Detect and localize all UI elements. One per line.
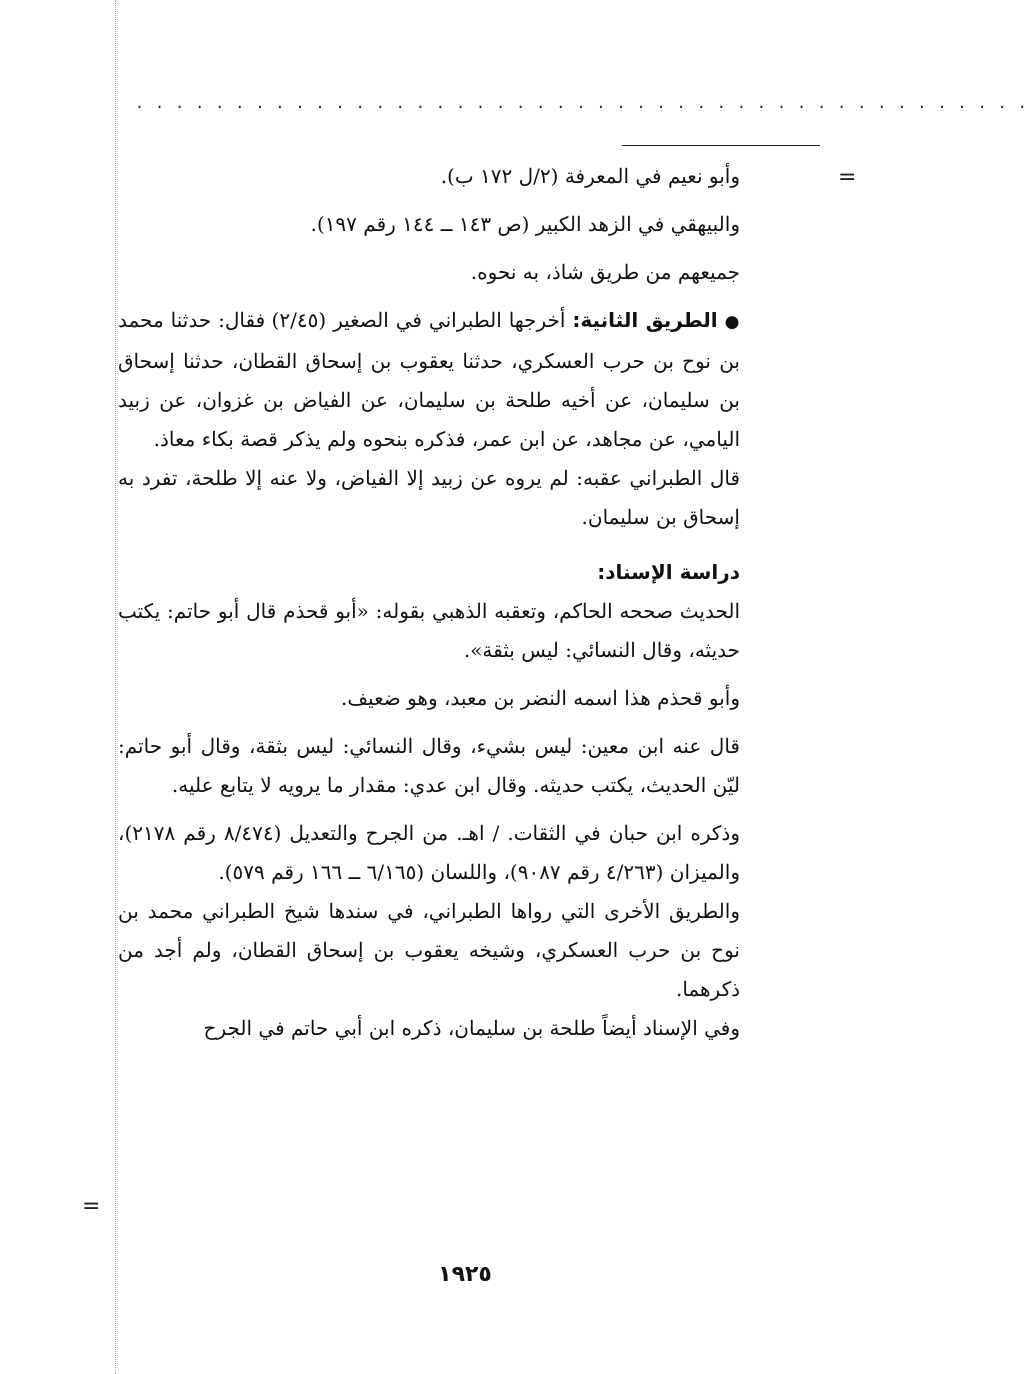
margin-guide-line (115, 0, 116, 1374)
footnote-rule (622, 145, 820, 146)
paragraph-talha: وفي الإسناد أيضاً طلحة بن سليمان، ذكره ابن أبي حاتم في الجرح (203, 1016, 740, 1040)
paragraph-hakim: الحديث صححه الحاكم، وتعقبه الذهبي بقوله: «أبو قحذم قال أبو حاتم: يكتب حديثه، وقال النسائي: ليس بثقة». (118, 599, 740, 662)
second-route-text: أخرجها الطبراني في الصغير (٢/٤٥) فقال: حدثنا محمد بن نوح بن حرب العسكري، حدثنا يعقوب بن إسحاق القطان، حدثنا إسحاق بن سليمان، عن أخيه طلحة بن سليمان، عن الفياض بن غزوان، عن زبيد اليامي، عن مجاهد، عن ابن عمر، فذكره بنحوه ولم يذكر قصة بكاء معاذ. (118, 308, 740, 451)
continuation-mark-bottom: = (82, 1194, 101, 1219)
paragraph-ibn-hibban: وذكره ابن حبان في الثقات. / اهـ. من الجرح والتعديل (٨/٤٧٤ رقم ٢١٧٨)، والميزان (٤/٢٦٣ رقم ٩٠٨٧)، واللسان (٦/١٦٥ ــ ١٦٦ رقم ٥٧٩). (118, 821, 740, 884)
paragraph-second-route (118, 301, 740, 459)
paragraph-other-route: والطريق الأخرى التي رواها الطبراني، في سندها شيخ الطبراني محمد بن نوح بن حرب العسكري، وشيخه يعقوب بن إسحاق القطان، ولم أجد من ذكرهما. (118, 899, 740, 1001)
bullet-icon: ● (724, 312, 740, 332)
dotted-separator: . . . . . . . . . . . . . . . . . . . . . . . . . . . . . . . . . . . . . . . . . . . . . (135, 94, 1028, 112)
paragraph-ibn-main: قال عنه ابن معين: ليس بشيء، وقال النسائي: ليس بثقة، وقال أبو حاتم: ليّن الحديث، يكتب حديثه. وقال ابن عدي: مقدار ما يرويه لا يتابع عليه. (118, 734, 740, 797)
paragraph-all-of-them: جميعهم من طريق شاذ، به نحوه. (470, 260, 740, 284)
paragraph-abu-qahdham: وأبو قحذم هذا اسمه النضر بن معبد، وهو ضعيف. (341, 686, 740, 710)
paragraph-tabarani-comment: قال الطبراني عقبه: لم يروه عن زبيد إلا الفياض، ولا عنه إلا طلحة، تفرد به إسحاق بن سليمان. (118, 466, 740, 529)
page-number: ١٩٢٥ (438, 1262, 492, 1287)
paragraph-bayhaqi: والبيهقي في الزهد الكبير (ص ١٤٣ ــ ١٤٤ رقم ١٩٧). (310, 212, 740, 236)
second-route-label: الطريق الثانية: (572, 308, 718, 332)
section-heading-isnad: دراسة الإسناد: (597, 560, 740, 584)
paragraph-abu-nuaym: وأبو نعيم في المعرفة (٢/ل ١٧٢ ب). (440, 164, 740, 188)
continuation-mark-top: = (838, 165, 857, 190)
page-body (118, 157, 740, 1048)
